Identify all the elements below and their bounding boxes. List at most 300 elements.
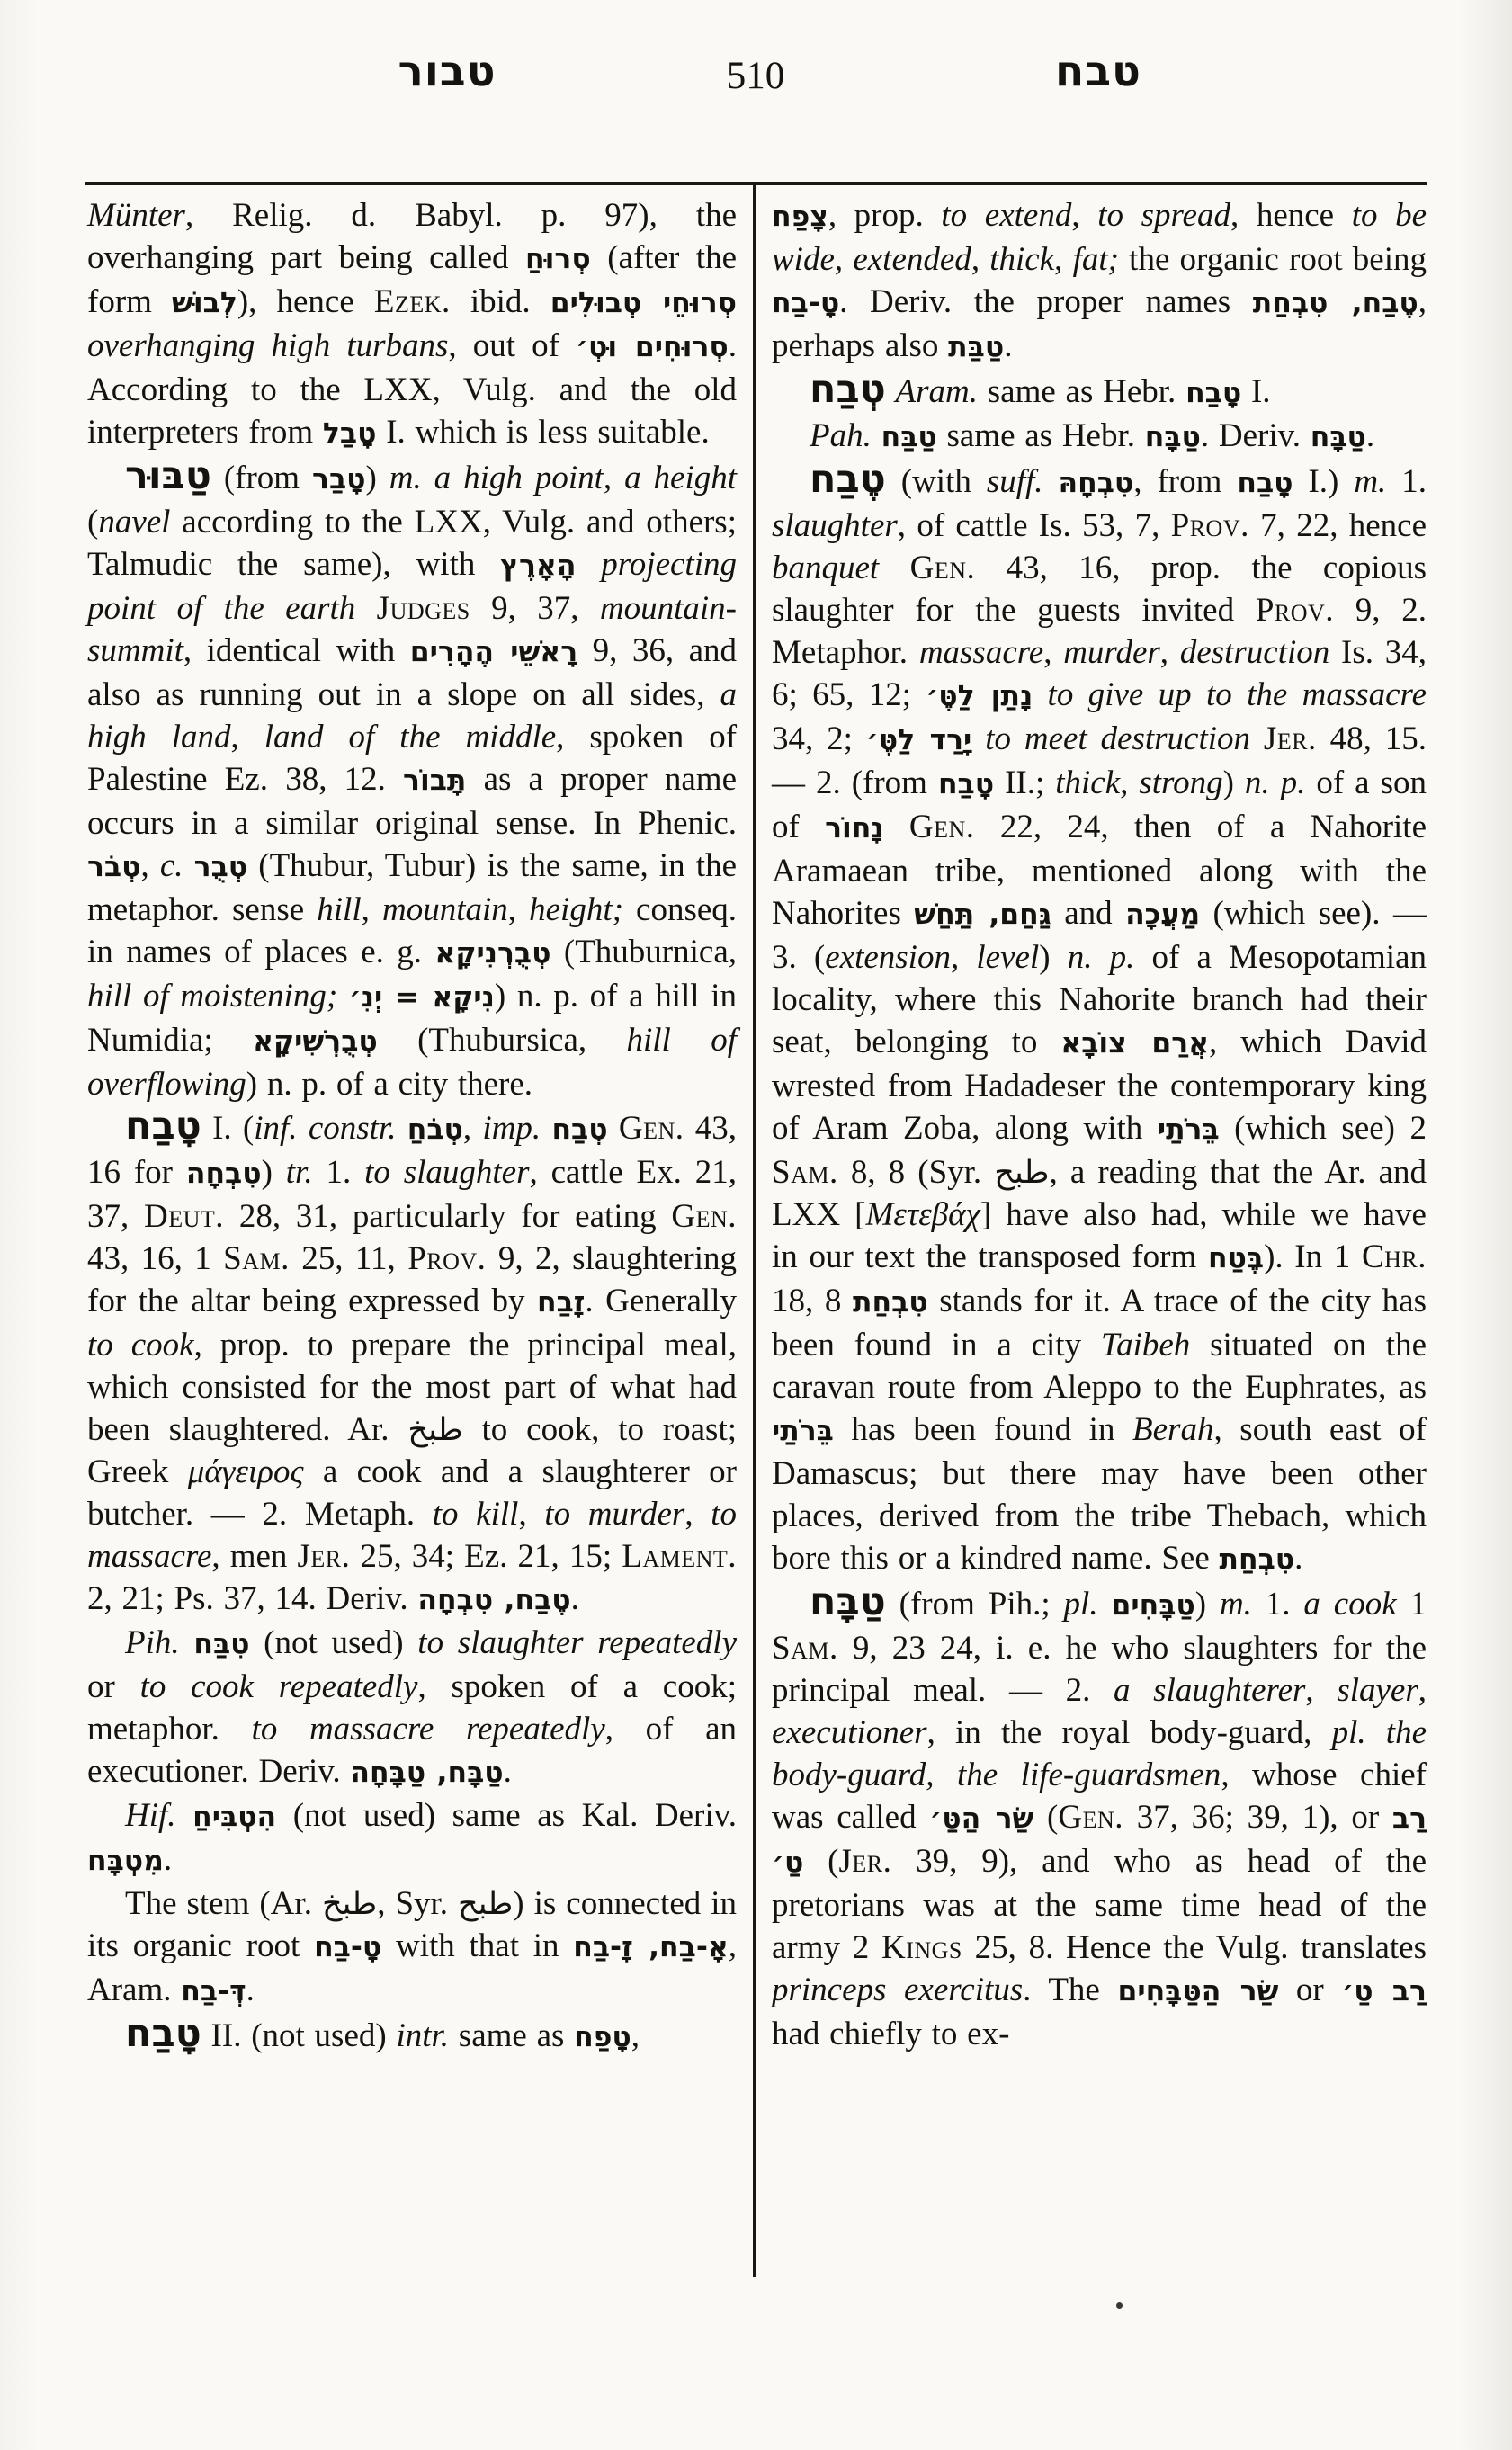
text-run: I. bbox=[1241, 373, 1271, 410]
text-run: and bbox=[1051, 895, 1126, 932]
text-run: , bbox=[1071, 197, 1098, 234]
text-run: to give up to the massacre bbox=[1047, 676, 1427, 713]
text-run: ibid. bbox=[450, 283, 550, 320]
text-run: , bbox=[462, 1110, 483, 1147]
text-run: , bbox=[1159, 634, 1180, 671]
text-run: II.; bbox=[994, 765, 1056, 801]
text-run: 9, 36, and also as running out in a slope on all sides, bbox=[87, 632, 737, 713]
text-run: 7, 22, hence bbox=[1248, 507, 1427, 544]
text-run: to meet destruction bbox=[985, 720, 1251, 757]
text-run: or bbox=[87, 1668, 140, 1705]
text-run bbox=[1043, 463, 1059, 500]
text-run: of a son of bbox=[772, 765, 1427, 845]
text-run: , Relig. d. Babyl. p. 97), the overhanging part being called bbox=[87, 197, 737, 276]
text-run: טִבְחַת bbox=[853, 1286, 928, 1319]
text-run: (with bbox=[885, 463, 987, 500]
text-run: ) n. p. of a hill in Numidia; bbox=[87, 978, 737, 1059]
text-run: Ezek. bbox=[373, 283, 451, 320]
text-run: , bbox=[950, 939, 977, 976]
text-run: , spoken of Palestine Ez. 38, 12. bbox=[87, 719, 738, 798]
text-run: 25, 8. Hence the Vulg. translates bbox=[962, 1929, 1427, 1966]
text-run: ] have also had, while we have in our text the transposed form bbox=[772, 1196, 1427, 1275]
text-run: thick bbox=[1055, 765, 1121, 801]
text-run: (not used) same as Kal. Deriv. bbox=[276, 1797, 737, 1834]
text-run: . bbox=[1294, 1540, 1303, 1577]
text-run: m. bbox=[1219, 1586, 1252, 1623]
text-run: m. bbox=[1354, 463, 1387, 500]
text-run: strong bbox=[1139, 765, 1223, 801]
text-run: דְּ-בַח bbox=[181, 1975, 246, 2007]
text-run bbox=[608, 1110, 619, 1147]
text-run: Aram. bbox=[895, 373, 979, 410]
text-run: טֶבַח bbox=[810, 457, 886, 502]
text-run: . bbox=[246, 1972, 255, 2008]
text-run: ( bbox=[1033, 1799, 1059, 1836]
page-number: 510 bbox=[726, 55, 785, 97]
text-run: 9, 2, slaughtering for the altar being expressed by bbox=[87, 1240, 738, 1319]
text-run: extended bbox=[853, 241, 971, 278]
text-run: 9, 37, bbox=[470, 590, 600, 627]
text-run: רָאשֵׁי הֶהָרִים bbox=[409, 636, 578, 668]
text-run: ), hence bbox=[237, 283, 374, 320]
text-run: (after the form bbox=[87, 239, 737, 320]
text-run: , Syr. bbox=[377, 1885, 459, 1922]
text-run: 9, 23 24, i. e. he who slaughters for the principal meal. — 2. bbox=[772, 1630, 1427, 1709]
header-rule bbox=[85, 182, 1427, 185]
text-run: טַבָּחִים bbox=[1111, 1589, 1195, 1622]
text-run: ) n. p. of a city there. bbox=[246, 1066, 533, 1103]
text-run: , out of bbox=[448, 327, 577, 364]
text-run: to kill bbox=[432, 1496, 519, 1533]
running-head-right-headword: טבח bbox=[1055, 47, 1141, 96]
text-run: Gen. bbox=[671, 1198, 738, 1235]
text-run: to be wide bbox=[772, 197, 1427, 278]
text-run: overhanging high turbans bbox=[87, 327, 449, 364]
text-run: II. (not used) bbox=[201, 2017, 397, 2054]
text-run: Prov. bbox=[1255, 592, 1335, 629]
text-run: tr. bbox=[285, 1154, 313, 1191]
text-run: Gen. bbox=[909, 550, 976, 586]
text-run: . bbox=[570, 1580, 579, 1617]
text-run: to slaughter bbox=[364, 1154, 530, 1191]
text-run: טְבֹר bbox=[87, 851, 141, 883]
text-run bbox=[337, 978, 349, 1015]
text-run: טְבַח bbox=[810, 367, 886, 412]
text-run: 37, 36; 39, 1), or bbox=[1123, 1799, 1392, 1836]
column-right bbox=[772, 194, 1427, 2055]
text-run: 25, 34; Ez. 21, 15; bbox=[350, 1538, 622, 1575]
text-run: טְבַח bbox=[551, 1113, 608, 1146]
text-run: טָבַח bbox=[937, 768, 995, 800]
text-run bbox=[183, 847, 194, 884]
text-run: (Thuburnica, bbox=[550, 934, 737, 970]
text-run: טַבָּח, טַבָּחָה bbox=[350, 1757, 504, 1789]
text-run: , bbox=[140, 847, 160, 884]
text-run: Pah. bbox=[810, 417, 872, 454]
text-run: to cook repeatedly bbox=[139, 1668, 418, 1705]
text-run: טָבַר bbox=[312, 463, 366, 496]
text-run: , bbox=[518, 1496, 545, 1533]
text-run: slayer bbox=[1337, 1672, 1418, 1709]
text-run: רַב טַ׳ bbox=[772, 1802, 1427, 1879]
text-run: I. ( bbox=[201, 1110, 255, 1147]
text-run: 1. bbox=[1386, 463, 1427, 500]
text-run: 43, 16, 1 bbox=[87, 1240, 224, 1277]
text-run: with that in bbox=[381, 1927, 574, 1964]
text-run: to massacre bbox=[87, 1496, 737, 1575]
text-run: טְבֹחַ bbox=[407, 1113, 463, 1146]
text-run: , men bbox=[211, 1538, 298, 1575]
text-run: طبخ bbox=[407, 1411, 463, 1448]
text-run: stands for it. A trace of the city has been found in a city bbox=[772, 1283, 1427, 1364]
entry-paragraph bbox=[87, 2013, 737, 2059]
text-run: טָבַח bbox=[125, 1104, 201, 1149]
text-run: Μετεβάχ bbox=[865, 1196, 980, 1233]
text-run: executioner bbox=[772, 1714, 927, 1751]
entry-paragraph bbox=[772, 459, 1427, 1581]
text-run: extension bbox=[825, 939, 951, 976]
text-run: a cook and a slaughterer or butcher. — 2. Metaph. bbox=[87, 1453, 737, 1533]
text-run: a slaughterer bbox=[1114, 1672, 1306, 1709]
text-run: to cook bbox=[87, 1327, 194, 1364]
text-run: 43, 16, prop. the copious slaughter for the guests invited bbox=[772, 550, 1427, 629]
text-run: . bbox=[1004, 327, 1013, 364]
text-run: the organic root being bbox=[1118, 241, 1427, 278]
text-run: , from bbox=[1133, 463, 1238, 500]
text-run: (Thubursica, bbox=[377, 1022, 627, 1059]
text-run: suff. bbox=[986, 463, 1043, 500]
text-run: a cook bbox=[1303, 1586, 1397, 1623]
text-run: , bbox=[684, 1496, 711, 1533]
text-run: a high land bbox=[87, 676, 737, 756]
text-run: , which David wrested from Hadadeser the contemporary king of Aram Zoba, along with bbox=[772, 1024, 1427, 1147]
text-run: הָאָרֶץ bbox=[500, 550, 577, 582]
text-run: , bbox=[1418, 1672, 1427, 1709]
text-run: Sam. bbox=[772, 1154, 838, 1191]
text-run: 34, 2; bbox=[772, 720, 866, 757]
text-run: Jer. bbox=[297, 1538, 351, 1575]
text-run: , prop. bbox=[828, 197, 942, 234]
text-run: ). In 1 bbox=[1264, 1238, 1362, 1275]
text-run: same as Hebr. bbox=[978, 373, 1186, 410]
text-run: The stem (Ar. bbox=[125, 1885, 322, 1922]
text-run: I. which is less suitable. bbox=[376, 414, 710, 451]
text-run: level bbox=[976, 939, 1040, 976]
entry-paragraph bbox=[87, 1794, 737, 1882]
text-run: טַבַּת bbox=[948, 331, 1005, 363]
text-run: same as bbox=[449, 2017, 575, 2054]
text-run: thick bbox=[989, 241, 1055, 278]
text-run: , identical with bbox=[183, 632, 410, 669]
text-run: I.) bbox=[1293, 463, 1355, 500]
text-run: 43, 16 for bbox=[87, 1110, 738, 1191]
text-run: μάγειρος bbox=[187, 1453, 304, 1490]
text-run: Sam. bbox=[223, 1240, 290, 1277]
text-run: , bbox=[1120, 765, 1140, 801]
text-run: Prov. bbox=[407, 1240, 487, 1277]
text-run: סְרוּחֵי טְבוּלִים bbox=[550, 287, 737, 319]
entry-paragraph bbox=[772, 415, 1427, 459]
text-run: , bbox=[361, 891, 382, 928]
text-run: Chr. bbox=[1361, 1238, 1427, 1275]
text-run bbox=[355, 590, 376, 627]
text-run bbox=[884, 809, 909, 845]
text-run: , spoken of a cook; metaphor. bbox=[87, 1668, 737, 1748]
text-run: שַׂר הַטַּ׳ bbox=[929, 1802, 1034, 1835]
text-run: according to the LXX, Vulg. and others; Talmudic the same), with bbox=[87, 504, 737, 583]
text-run: טָ-בַח bbox=[314, 1931, 382, 1963]
text-run: , hence bbox=[1230, 197, 1352, 234]
text-run: ( bbox=[803, 1843, 839, 1880]
text-run: , Aram. bbox=[87, 1927, 738, 2008]
text-run: 1. bbox=[1251, 1586, 1304, 1623]
text-run: יָרַד לַטֶּ׳ bbox=[865, 724, 972, 756]
text-run: ) is connected in its organic root bbox=[87, 1885, 737, 1964]
text-run: Deut. bbox=[144, 1198, 225, 1235]
text-run: Pih. bbox=[125, 1624, 180, 1661]
text-run: Is. 34, 6; 65, 12; bbox=[772, 634, 1427, 713]
text-run: intr. bbox=[396, 2017, 450, 2054]
text-run: טָ-בַח bbox=[772, 287, 840, 319]
text-run: mountain bbox=[381, 891, 508, 928]
text-run: has been found in bbox=[833, 1411, 1133, 1448]
text-run: אָ-בַח, זָ-בַח bbox=[573, 1931, 729, 1963]
text-run: slaughter bbox=[772, 507, 898, 544]
text-run: (not used) bbox=[249, 1624, 418, 1661]
text-run: טַבּוּר bbox=[125, 453, 211, 498]
text-run: טָבַח bbox=[1237, 467, 1293, 499]
text-run: . According to the LXX, Vulg. and the old interpreters from bbox=[87, 327, 737, 451]
text-run: 2, 21; Ps. 37, 14. Deriv. bbox=[87, 1580, 418, 1617]
text-run: Münter bbox=[87, 197, 185, 234]
text-run: to massacre repeatedly bbox=[251, 1711, 605, 1748]
text-run: ) bbox=[261, 1154, 286, 1191]
entry-paragraph bbox=[772, 194, 1427, 369]
text-run: רַב טַ׳ bbox=[1341, 1975, 1427, 2007]
text-run: סְרוּחַ bbox=[525, 243, 591, 275]
text-run: (which see). — 3. ( bbox=[772, 895, 1427, 976]
text-run: Gen. bbox=[1058, 1799, 1124, 1836]
running-head-left-headword: טבור bbox=[398, 47, 497, 96]
text-run: pl. the body-guard, the life-guardsmen bbox=[772, 1714, 1427, 1793]
entry-paragraph bbox=[772, 369, 1427, 415]
text-run: , in the royal body-guard, bbox=[926, 1714, 1332, 1751]
text-run: hill of overflowing bbox=[87, 1022, 737, 1103]
text-run: . bbox=[503, 1753, 512, 1790]
text-run: טֶבַח, טִבְחָה bbox=[417, 1584, 571, 1616]
text-run: Jer. bbox=[838, 1843, 892, 1880]
text-run: conseq. in names of places e. g. bbox=[87, 891, 738, 970]
text-run: בֵּרֹתַי bbox=[1157, 1113, 1220, 1146]
text-run: projecting point of the earth bbox=[87, 546, 737, 627]
text-run: , bbox=[230, 719, 264, 756]
text-run: טָפַח bbox=[574, 2021, 631, 2053]
text-run: , cattle Ex. 21, 37, bbox=[87, 1154, 738, 1235]
text-run: טִבַּח bbox=[193, 1628, 250, 1660]
text-run: Gen. bbox=[908, 809, 975, 845]
text-run: טַבָּח bbox=[1310, 421, 1366, 453]
text-run: בֵּרֹתַי bbox=[772, 1415, 834, 1447]
text-run: Kings bbox=[881, 1929, 962, 1966]
text-run bbox=[1033, 676, 1047, 713]
text-run: תָּבוֹר bbox=[403, 765, 467, 797]
text-run: טַבָּח bbox=[810, 1579, 886, 1624]
text-run bbox=[879, 550, 909, 586]
text-run: banquet bbox=[772, 550, 880, 586]
text-run: . Deriv. bbox=[1200, 417, 1311, 454]
text-run: . bbox=[1365, 417, 1375, 454]
text-run: 22, 24, then of a Nahorite Aramaean tribe, mentioned along with the Nahorites bbox=[772, 809, 1427, 932]
text-run: , bbox=[1043, 634, 1064, 671]
text-run: , perhaps also bbox=[772, 283, 1427, 364]
text-run: (from bbox=[210, 460, 313, 496]
text-run: navel bbox=[98, 504, 171, 541]
text-run: טַבַּח bbox=[881, 421, 937, 453]
text-run: טִבְחַת bbox=[1219, 1543, 1295, 1576]
text-run: to spread bbox=[1097, 197, 1230, 234]
text-run: טָבַח bbox=[1185, 377, 1242, 409]
text-run bbox=[176, 1797, 193, 1834]
text-run: לְבוּשׁ bbox=[172, 287, 237, 319]
text-run: n. p. bbox=[1067, 939, 1135, 976]
text-run: זָבַח bbox=[537, 1286, 586, 1319]
text-run: طبخ bbox=[321, 1885, 378, 1922]
text-run: 1 bbox=[1396, 1586, 1427, 1623]
text-run: , bbox=[834, 241, 854, 278]
text-run: ) bbox=[1039, 939, 1068, 976]
text-run: , bbox=[603, 460, 625, 496]
text-run: of a Mesopotamian locality, where this Nahorite branch had their seat, belonging to bbox=[772, 939, 1427, 1060]
text-run: n. p. bbox=[1244, 765, 1306, 801]
text-run: c. bbox=[159, 847, 183, 884]
text-run: אֲרַם צוֹבָא bbox=[1060, 1027, 1210, 1060]
text-run: situated on the caravan route from Aleppo to the Euphrates, as bbox=[772, 1327, 1427, 1406]
text-run: טְבֻרְנִיקָא bbox=[434, 937, 551, 970]
text-run: to slaughter repeatedly bbox=[417, 1624, 738, 1661]
text-run: , south east of Damascus; but there may have been other places, derived from the tribe Thebach, which bore this or a kindred name. See bbox=[772, 1411, 1427, 1577]
text-run: pl. bbox=[1063, 1586, 1098, 1623]
text-run: destruction bbox=[1179, 634, 1330, 671]
text-run: طبح bbox=[994, 1154, 1050, 1191]
text-run: טִבְחָה bbox=[185, 1158, 262, 1190]
text-run: נָתַן לַטֶּ׳ bbox=[926, 680, 1033, 712]
text-run: ) bbox=[1222, 765, 1245, 801]
text-run: imp. bbox=[482, 1110, 541, 1147]
text-run bbox=[396, 1110, 407, 1147]
text-run: 1. bbox=[312, 1154, 365, 1191]
text-run bbox=[872, 417, 881, 454]
text-run: mountain-summit bbox=[87, 590, 737, 669]
text-run: murder bbox=[1063, 634, 1160, 671]
text-run: נִיקָא = יְנִ׳ bbox=[348, 981, 495, 1014]
text-run: 25, 11, bbox=[289, 1240, 408, 1277]
text-run: Gen. bbox=[618, 1110, 684, 1147]
text-run: , bbox=[631, 2017, 640, 2054]
text-run: 9, 2. Metaphor. bbox=[772, 592, 1427, 671]
text-run: had chiefly to ex- bbox=[772, 2016, 1010, 2052]
text-run: , prop. to prepare the principal meal, which consisted for the most part of what had been slaughtered. Ar. bbox=[87, 1327, 738, 1448]
text-run: as a proper name occurs in a similar original sense. In Phenic. bbox=[87, 761, 738, 842]
text-run: מִטְבָּח bbox=[87, 1845, 164, 1877]
text-run: Lament. bbox=[622, 1538, 738, 1575]
text-run: to murder bbox=[544, 1496, 685, 1533]
text-run: a high point bbox=[434, 460, 604, 496]
entry-paragraph bbox=[772, 1581, 1427, 2055]
text-run: to cook, to roast; Greek bbox=[87, 1411, 737, 1490]
text-run: , of an executioner. Deriv. bbox=[87, 1711, 737, 1790]
text-run: טְבֻרְשִׁיקָא bbox=[253, 1025, 378, 1058]
text-run: טִבְחָהּ bbox=[1058, 467, 1134, 499]
text-run: , of cattle Is. 53, 7, bbox=[897, 507, 1171, 544]
text-run: מַעֲכָה bbox=[1125, 899, 1201, 931]
entry-paragraph bbox=[87, 194, 737, 455]
text-run: a height bbox=[624, 460, 738, 496]
text-run: צָפַח bbox=[772, 201, 828, 233]
text-run: m. bbox=[389, 460, 422, 496]
text-run bbox=[422, 460, 434, 496]
text-run: Jer. bbox=[1263, 720, 1317, 757]
text-run: , a reading that the Ar. and LXX [ bbox=[772, 1154, 1427, 1233]
entry-paragraph bbox=[87, 455, 737, 1105]
text-run: 48, 15. — 2. (from bbox=[772, 720, 1427, 801]
entry-paragraph bbox=[87, 1882, 737, 2013]
text-run: Taibeh bbox=[1100, 1327, 1191, 1364]
text-run: Judges bbox=[376, 590, 470, 627]
text-run: שַׂר הַטַּבָּחִים bbox=[1117, 1975, 1279, 2007]
text-run: טַבָּח bbox=[1144, 421, 1201, 453]
text-run: land of the middle bbox=[264, 719, 557, 756]
text-run: princeps exercitus bbox=[772, 1972, 1024, 2008]
entry-paragraph bbox=[87, 1622, 737, 1794]
text-run: (from Pih.; bbox=[885, 1586, 1064, 1623]
text-run: טָבַל bbox=[322, 417, 377, 450]
text-run bbox=[1098, 1586, 1112, 1623]
text-run: הִטְבִּיחַ bbox=[192, 1801, 277, 1833]
text-run: or bbox=[1278, 1972, 1342, 2008]
text-run bbox=[576, 546, 601, 583]
text-run: hill bbox=[317, 891, 362, 928]
text-run bbox=[971, 720, 985, 757]
text-run: same as Hebr. bbox=[936, 417, 1145, 454]
text-run bbox=[886, 373, 896, 410]
text-run: (Thubur, Tubur) is the same, in the metaphor. sense bbox=[87, 847, 737, 928]
entry-paragraph bbox=[87, 1105, 737, 1622]
text-run bbox=[180, 1624, 194, 1661]
text-run: . Deriv. the proper names bbox=[839, 283, 1253, 320]
text-run: 8, 8 (Syr. bbox=[837, 1154, 995, 1191]
text-run bbox=[541, 1110, 551, 1147]
text-run: . The bbox=[1023, 1972, 1118, 2008]
text-run: ) bbox=[1194, 1586, 1220, 1623]
text-run: , bbox=[1305, 1672, 1338, 1709]
text-run: fat; bbox=[1072, 241, 1119, 278]
text-run: , bbox=[507, 891, 530, 928]
text-run: hill of moistening; bbox=[87, 978, 338, 1015]
text-run: طبح bbox=[458, 1885, 514, 1922]
text-run: ( bbox=[87, 504, 99, 541]
text-run: massacre bbox=[918, 634, 1044, 671]
text-run: טְבֻר bbox=[193, 851, 248, 883]
text-run: סְרוּחִים וּטְ׳ bbox=[576, 331, 729, 363]
text-run bbox=[1250, 720, 1264, 757]
column-divider-rule bbox=[753, 182, 756, 2277]
text-run: ) bbox=[365, 460, 389, 496]
text-run: . Generally bbox=[585, 1283, 737, 1319]
text-run: 39, 9), and who as head of the pretorians was at the same time head of the army 2 bbox=[772, 1843, 1427, 1966]
text-run: נָחוֹר bbox=[825, 812, 884, 845]
text-run: , bbox=[971, 241, 990, 278]
text-run: Hif. bbox=[125, 1797, 176, 1834]
